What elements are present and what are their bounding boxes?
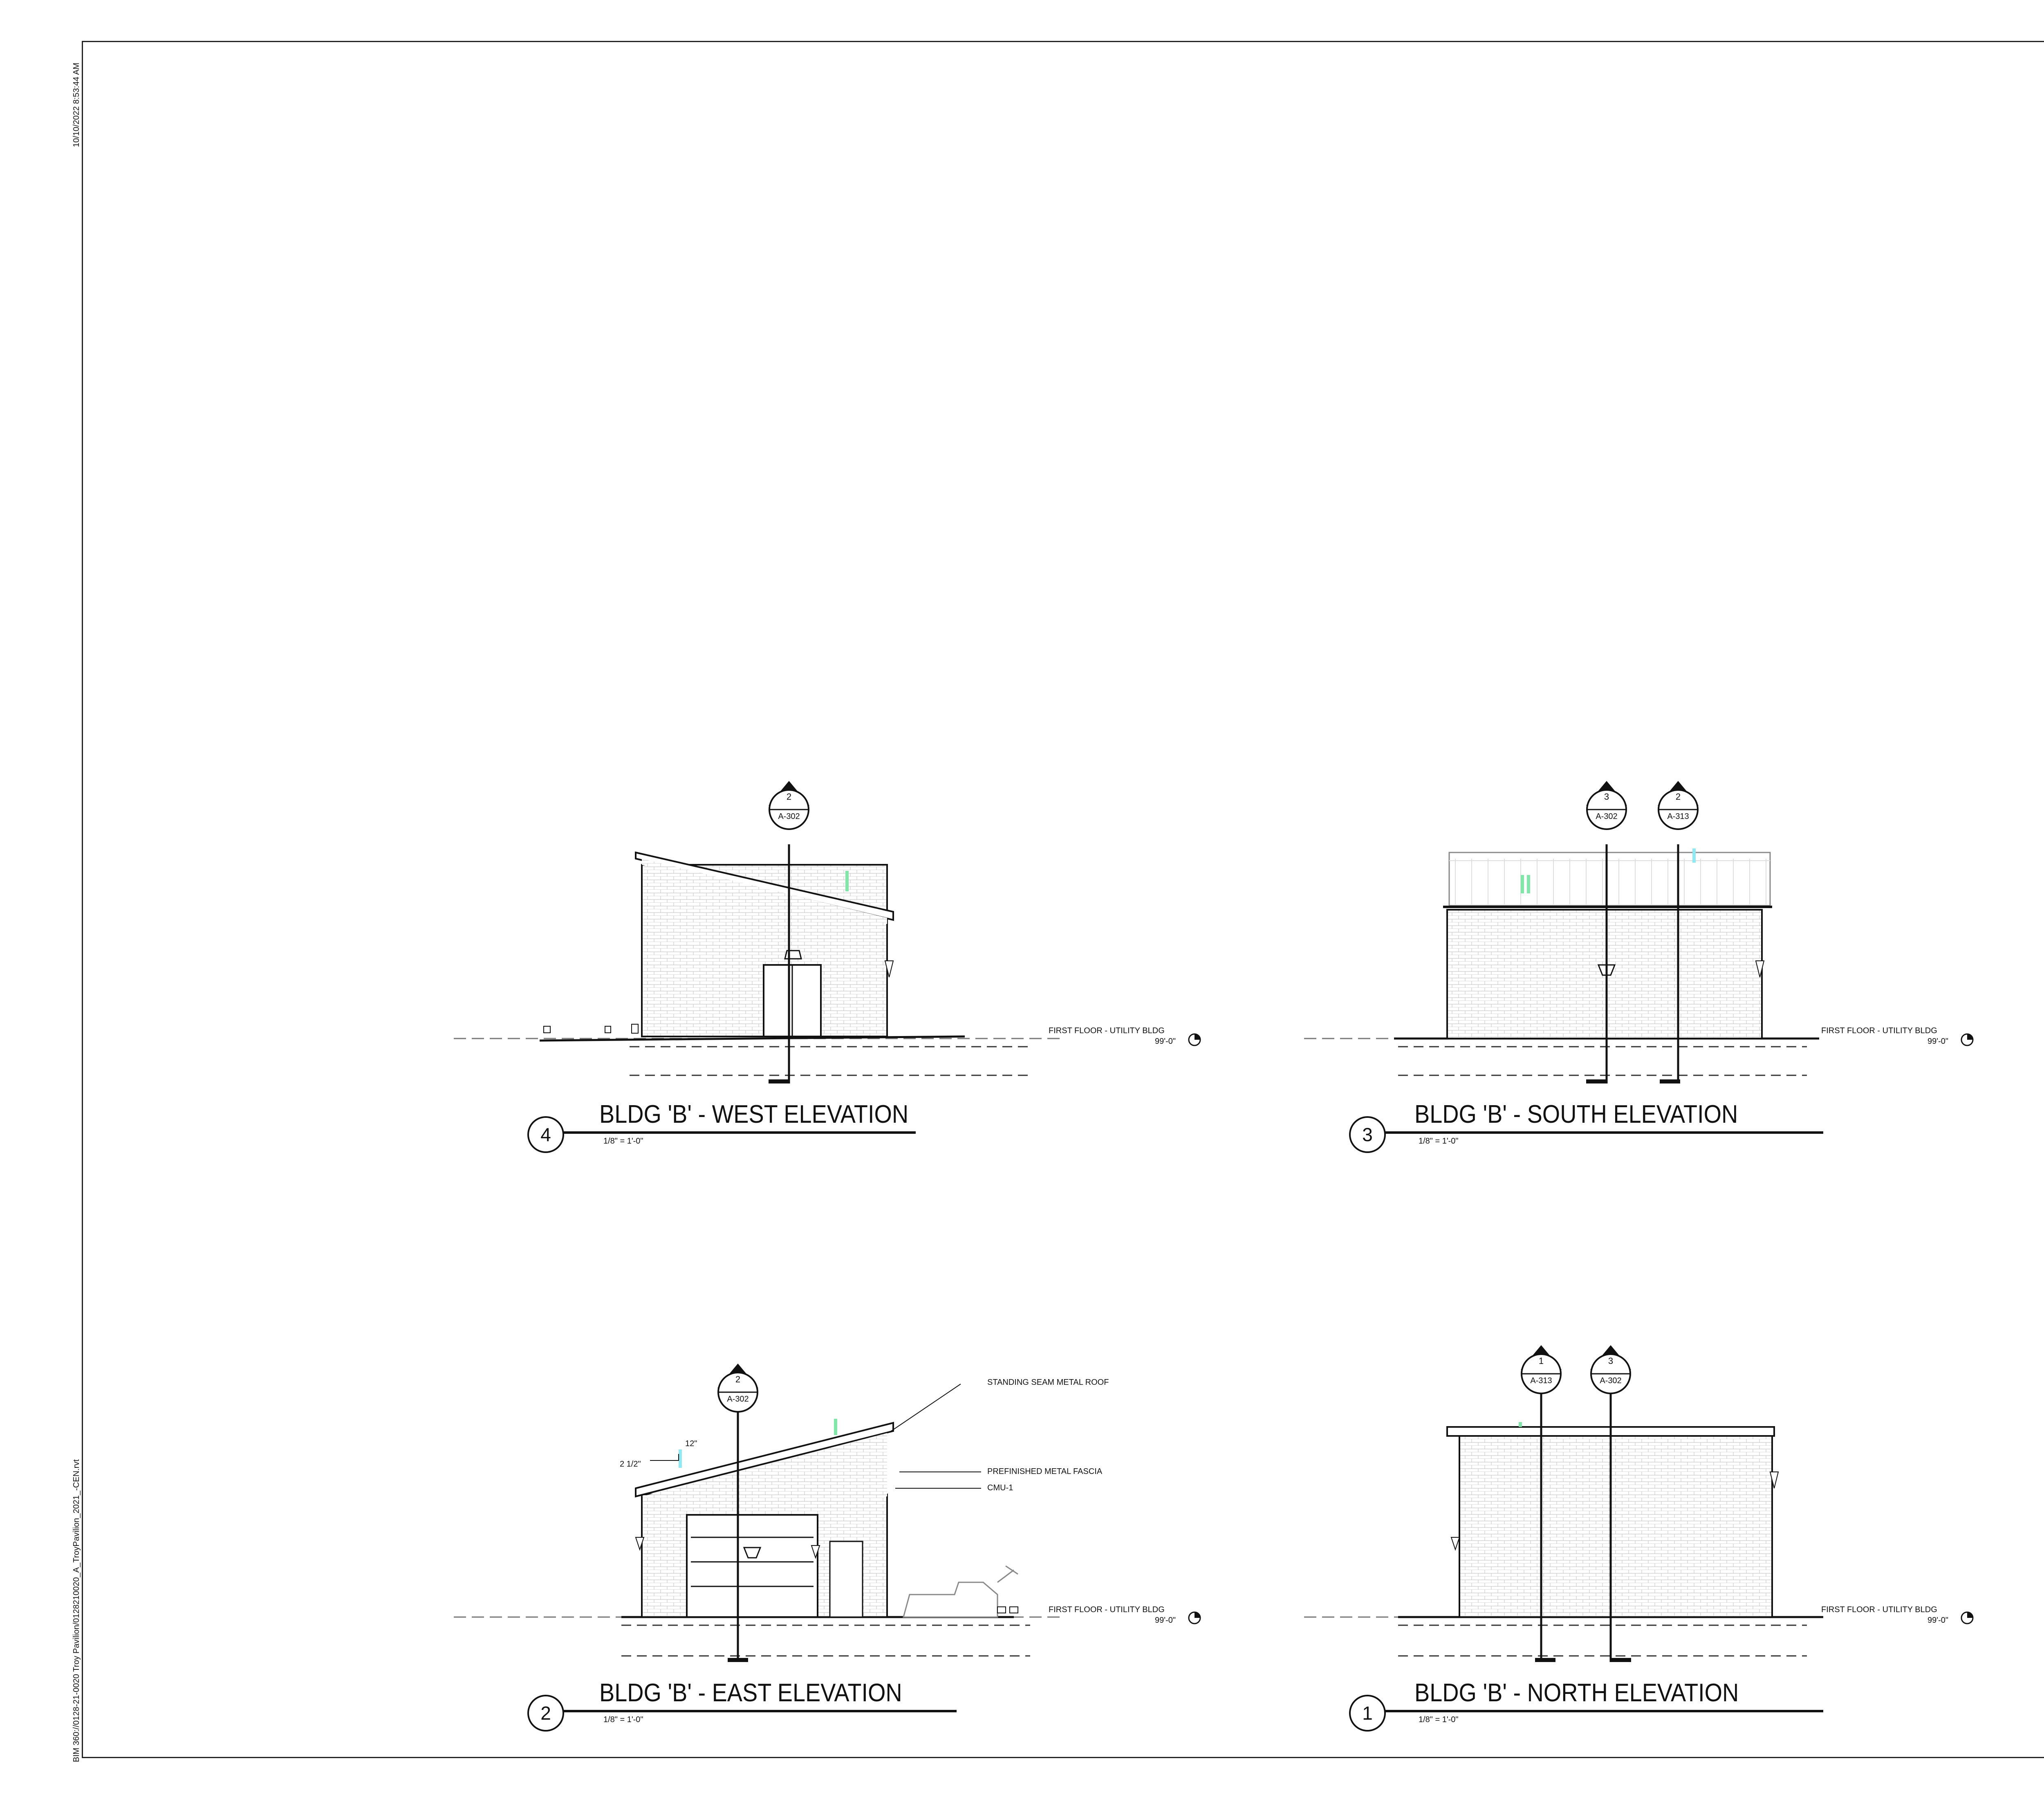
level-label: FIRST FLOOR - UTILITY BLDG [1821, 1605, 1937, 1614]
cmu-note: CMU-1 [987, 1483, 1013, 1492]
section-tag-num: 2 [786, 792, 792, 802]
level-value: 99'-0" [1155, 1037, 1176, 1046]
south-elevation-drawing [1304, 844, 1819, 1083]
section-tag[interactable] [1586, 789, 1627, 830]
section-tag[interactable] [769, 789, 809, 830]
elevation-scale: 1/8" = 1'-0" [1419, 1715, 1459, 1724]
level-value: 99'-0" [1927, 1037, 1948, 1046]
section-tag-sheet: A-302 [727, 1395, 749, 1404]
fascia-note: PREFINISHED METAL FASCIA [987, 1467, 1103, 1476]
section-tag[interactable] [1590, 1353, 1631, 1394]
section-tag-sheet: A-302 [1596, 812, 1618, 821]
west-elevation-drawing [454, 844, 1063, 1083]
level-label: FIRST FLOOR - UTILITY BLDG [1049, 1026, 1165, 1035]
elevation-title: BLDG 'B' - SOUTH ELEVATION [1414, 1100, 1738, 1128]
section-tag[interactable] [1658, 789, 1699, 830]
section-tag-sheet: A-313 [1530, 1376, 1552, 1385]
slope-run: 12" [685, 1439, 697, 1448]
elevation-title: BLDG 'B' - EAST ELEVATION [599, 1679, 902, 1707]
section-tag-sheet: A-302 [1600, 1376, 1622, 1385]
section-tag-num: 3 [1604, 792, 1609, 802]
elevation-scale: 1/8" = 1'-0" [603, 1137, 643, 1146]
section-tag-sheet: A-302 [778, 812, 800, 821]
section-tag-num: 1 [1538, 1356, 1544, 1366]
elevation-title: BLDG 'B' - WEST ELEVATION [599, 1100, 909, 1128]
elevation-number: 2 [527, 1695, 564, 1732]
level-label: FIRST FLOOR - UTILITY BLDG [1821, 1026, 1937, 1035]
section-tag[interactable] [1521, 1353, 1562, 1394]
section-tag-sheet: A-313 [1667, 812, 1689, 821]
roof-note: STANDING SEAM METAL ROOF [987, 1378, 1109, 1387]
north-elevation-drawing [1304, 1386, 1823, 1662]
elevation-title: BLDG 'B' - NORTH ELEVATION [1414, 1679, 1739, 1707]
east-elevation-drawing [454, 1384, 1063, 1662]
file-path: BIM 360://0128-21-0020 Troy Pavilion/0128210020_A_TroyPavilion_2021_-CEN.rvt [72, 1459, 81, 1762]
elevation-number: 3 [1349, 1116, 1386, 1153]
level-value: 99'-0" [1927, 1616, 1948, 1625]
level-value: 99'-0" [1155, 1616, 1176, 1625]
section-tag-num: 2 [735, 1374, 741, 1384]
print-timestamp: 10/10/2022 8:53:44 AM [72, 63, 81, 147]
elevation-scale: 1/8" = 1'-0" [1419, 1137, 1459, 1146]
elevation-scale: 1/8" = 1'-0" [603, 1715, 643, 1724]
section-tag[interactable] [717, 1372, 758, 1413]
slope-rise: 2 1/2" [620, 1460, 641, 1469]
elevation-number: 4 [527, 1116, 564, 1153]
section-tag-num: 2 [1675, 792, 1681, 802]
level-label: FIRST FLOOR - UTILITY BLDG [1049, 1605, 1165, 1614]
section-tag-num: 3 [1608, 1356, 1614, 1366]
elevation-number: 1 [1349, 1695, 1386, 1732]
